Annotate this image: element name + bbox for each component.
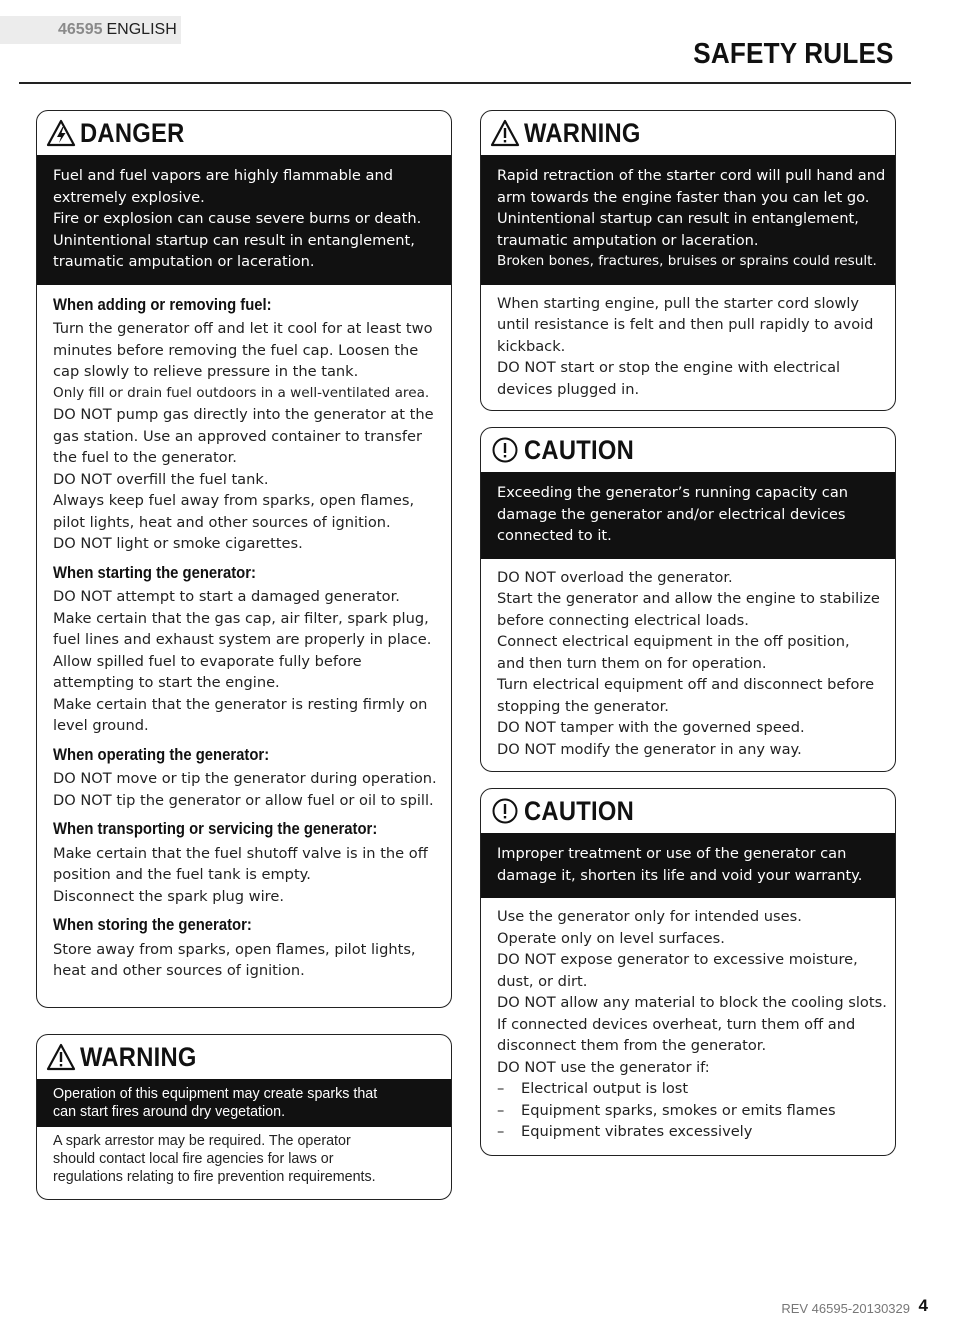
caution-exclamation-icon [490, 435, 520, 465]
caution-capacity-line: stopping the generator. [497, 697, 669, 715]
section-heading-starting: When starting the generator: [53, 563, 256, 582]
section-heading-transporting: When transporting or servicing the generator: [53, 820, 378, 838]
warning-spark-band-line: can start fires around dry vegetation. [53, 1104, 286, 1120]
bullet-item [497, 1078, 881, 1100]
danger-title: DANGER [80, 117, 185, 148]
document-number: 46595 [58, 21, 103, 38]
bullet-text: Equipment vibrates excessively [521, 1123, 753, 1140]
danger-band-line: traumatic amputation or laceration. [53, 253, 315, 270]
danger-box [36, 110, 452, 1008]
caution-use-band [481, 833, 895, 898]
warning-cord-band-line: traumatic amputation or laceration. [497, 231, 759, 249]
caution-capacity-line: Turn electrical equipment off and disconnect before [497, 676, 875, 693]
caution-use-line: DO NOT use the generator if: [497, 1058, 710, 1076]
revision-label: REV 46595-20130329 [781, 1301, 910, 1316]
caution-use-line: dust, or dirt. [497, 972, 588, 990]
caution-use-line: DO NOT allow any material to block the cooling slots. [497, 994, 887, 1011]
page-number: 4 [918, 1296, 928, 1315]
caution-use-line: If connected devices overheat, turn them off and [497, 1015, 856, 1033]
danger-band-line: extremely explosive. [53, 188, 205, 206]
danger-line: DO NOT attempt to start a damaged generator. [53, 588, 400, 605]
caution-capacity-line: Start the generator and allow the engine to stabilize [497, 590, 880, 607]
warning-cord-line: DO NOT start or stop the engine with electrical [497, 359, 841, 376]
section-heading-adding-fuel: When adding or removing fuel: [53, 295, 272, 314]
warning-cord-line: kickback. [497, 337, 566, 355]
warning-spark-line: should contact local fire agencies for laws or [53, 1151, 334, 1167]
warning-cord-band-line: arm towards the engine faster than you can let go. [497, 188, 870, 206]
caution-capacity-line: and then turn them on for operation. [497, 654, 767, 672]
danger-line: Make certain that the gas cap, air filter, spark plug, [53, 609, 429, 627]
caution-capacity-line: DO NOT modify the generator in any way. [497, 740, 802, 758]
danger-line: fuel lines and exhaust system are properly in place. [53, 631, 432, 648]
warning-triangle-icon [490, 118, 520, 148]
danger-body [37, 285, 451, 992]
caution-capacity-band-line: connected to it. [497, 527, 612, 544]
danger-line: Only fill or drain fuel outdoors in a well-ventilated area. [53, 384, 430, 401]
danger-line: heat and other sources of ignition. [53, 962, 305, 979]
electrical-hazard-icon [46, 118, 76, 148]
document-language: ENGLISH [106, 21, 177, 38]
bullet-marker: – [497, 1101, 505, 1119]
warning-spark-body [37, 1127, 451, 1192]
danger-band-line: Unintentional startup can result in entanglement, [53, 231, 415, 249]
warning-cord-line: devices plugged in. [497, 380, 640, 398]
caution-use-title-bar [481, 789, 895, 833]
bullet-item [497, 1121, 881, 1143]
danger-line: DO NOT move or tip the generator during operation. [53, 770, 437, 787]
caution-use-box [480, 788, 896, 1156]
section-heading-operating: When operating the generator: [53, 745, 270, 764]
caution-use-line: Operate only on level surfaces. [497, 929, 725, 947]
danger-line: Turn the generator off and let it cool for at least two [53, 320, 433, 337]
caution-capacity-box [480, 427, 896, 772]
caution-capacity-title-bar [481, 428, 895, 472]
warning-cord-title: WARNING [524, 117, 641, 148]
danger-line: Disconnect the spark plug wire. [53, 887, 284, 905]
danger-line: the fuel to the generator. [53, 449, 237, 466]
warning-cord-body [481, 285, 895, 411]
section-heading-storing: When storing the generator: [53, 916, 252, 934]
warning-spark-box [36, 1034, 452, 1200]
bullet-text: Electrical output is lost [521, 1080, 689, 1097]
bullet-marker: – [497, 1123, 505, 1140]
caution-use-line: disconnect them from the generator. [497, 1037, 767, 1054]
danger-line: attempting to start the engine. [53, 674, 280, 691]
danger-line: cap slowly to relieve pressure in the tank. [53, 363, 359, 380]
danger-title-bar [37, 111, 451, 155]
warning-cord-band-line: Unintentional startup can result in entanglement, [497, 210, 859, 227]
caution-capacity-line: Connect electrical equipment in the off position, [497, 633, 850, 650]
warning-cord-box [480, 110, 896, 411]
caution-exclamation-icon [490, 796, 520, 826]
bullet-text: Equipment sparks, smokes or emits flames [521, 1101, 836, 1119]
warning-cord-band-line: Broken bones, fractures, bruises or sprains could result. [497, 253, 877, 269]
caution-use-title: CAUTION [524, 795, 635, 826]
caution-capacity-line: DO NOT tamper with the governed speed. [497, 719, 805, 736]
warning-spark-title: WARNING [80, 1041, 197, 1072]
danger-line: Store away from sparks, open flames, pilot lights, [53, 940, 416, 958]
danger-line: DO NOT overfill the fuel tank. [53, 470, 269, 488]
warning-spark-line: A spark arrestor may be required. The operator [53, 1133, 351, 1149]
warning-spark-band [37, 1079, 451, 1127]
warning-cord-title-bar [481, 111, 895, 155]
caution-capacity-body [481, 559, 895, 771]
danger-line: DO NOT tip the generator or allow fuel or oil to spill. [53, 791, 434, 809]
caution-use-line: Use the generator only for intended uses. [497, 908, 802, 925]
danger-line: level ground. [53, 717, 149, 734]
caution-capacity-band-line: Exceeding the generator’s running capacity can [497, 484, 849, 501]
danger-line: pilot lights, heat and other sources of ignition. [53, 513, 391, 531]
warning-triangle-icon [46, 1042, 76, 1072]
caution-use-band-line: damage it, shorten its life and void your warranty. [497, 866, 863, 884]
danger-band [37, 155, 451, 285]
warning-spark-title-bar [37, 1035, 451, 1079]
warning-cord-band [481, 155, 895, 285]
caution-capacity-title: CAUTION [524, 434, 635, 465]
caution-use-band-line: Improper treatment or use of the generator can [497, 845, 847, 862]
warning-spark-band-line: Operation of this equipment may create sparks that [53, 1086, 378, 1102]
danger-line: Make certain that the generator is resting firmly on [53, 695, 428, 713]
caution-capacity-band-line: damage the generator and/or electrical devices [497, 505, 846, 523]
danger-line: Allow spilled fuel to evaporate fully before [53, 652, 362, 670]
danger-line: gas station. Use an approved container to transfer [53, 427, 422, 445]
danger-line: minutes before removing the fuel cap. Loosen the [53, 341, 419, 359]
warning-cord-band-line: Rapid retraction of the starter cord will pull hand and [497, 167, 886, 184]
danger-line: DO NOT pump gas directly into the generator at the [53, 406, 434, 423]
danger-line: position and the fuel tank is empty. [53, 866, 311, 883]
page-title: SAFETY RULES [693, 38, 894, 70]
document-tag [0, 16, 181, 44]
bullet-marker: – [497, 1080, 505, 1097]
header-rule [19, 82, 911, 84]
caution-capacity-band [481, 472, 895, 559]
bullet-item [497, 1100, 881, 1122]
warning-cord-line: until resistance is felt and then pull rapidly to avoid [497, 316, 874, 333]
danger-line: Make certain that the fuel shutoff valve is in the off [53, 844, 428, 862]
caution-capacity-line: DO NOT overload the generator. [497, 568, 733, 586]
warning-cord-line: When starting engine, pull the starter cord slowly [497, 294, 860, 312]
warning-spark-line: regulations relating to fire prevention requirements. [53, 1169, 376, 1185]
caution-use-line: DO NOT expose generator to excessive moisture, [497, 951, 858, 968]
danger-band-line: Fuel and fuel vapors are highly flammable and [53, 167, 393, 184]
caution-use-body [481, 898, 895, 1153]
danger-line: Always keep fuel away from sparks, open flames, [53, 492, 415, 509]
danger-line: DO NOT light or smoke cigarettes. [53, 535, 303, 552]
caution-capacity-line: before connecting electrical loads. [497, 611, 749, 629]
danger-band-line: Fire or explosion can cause severe burns or death. [53, 210, 422, 227]
